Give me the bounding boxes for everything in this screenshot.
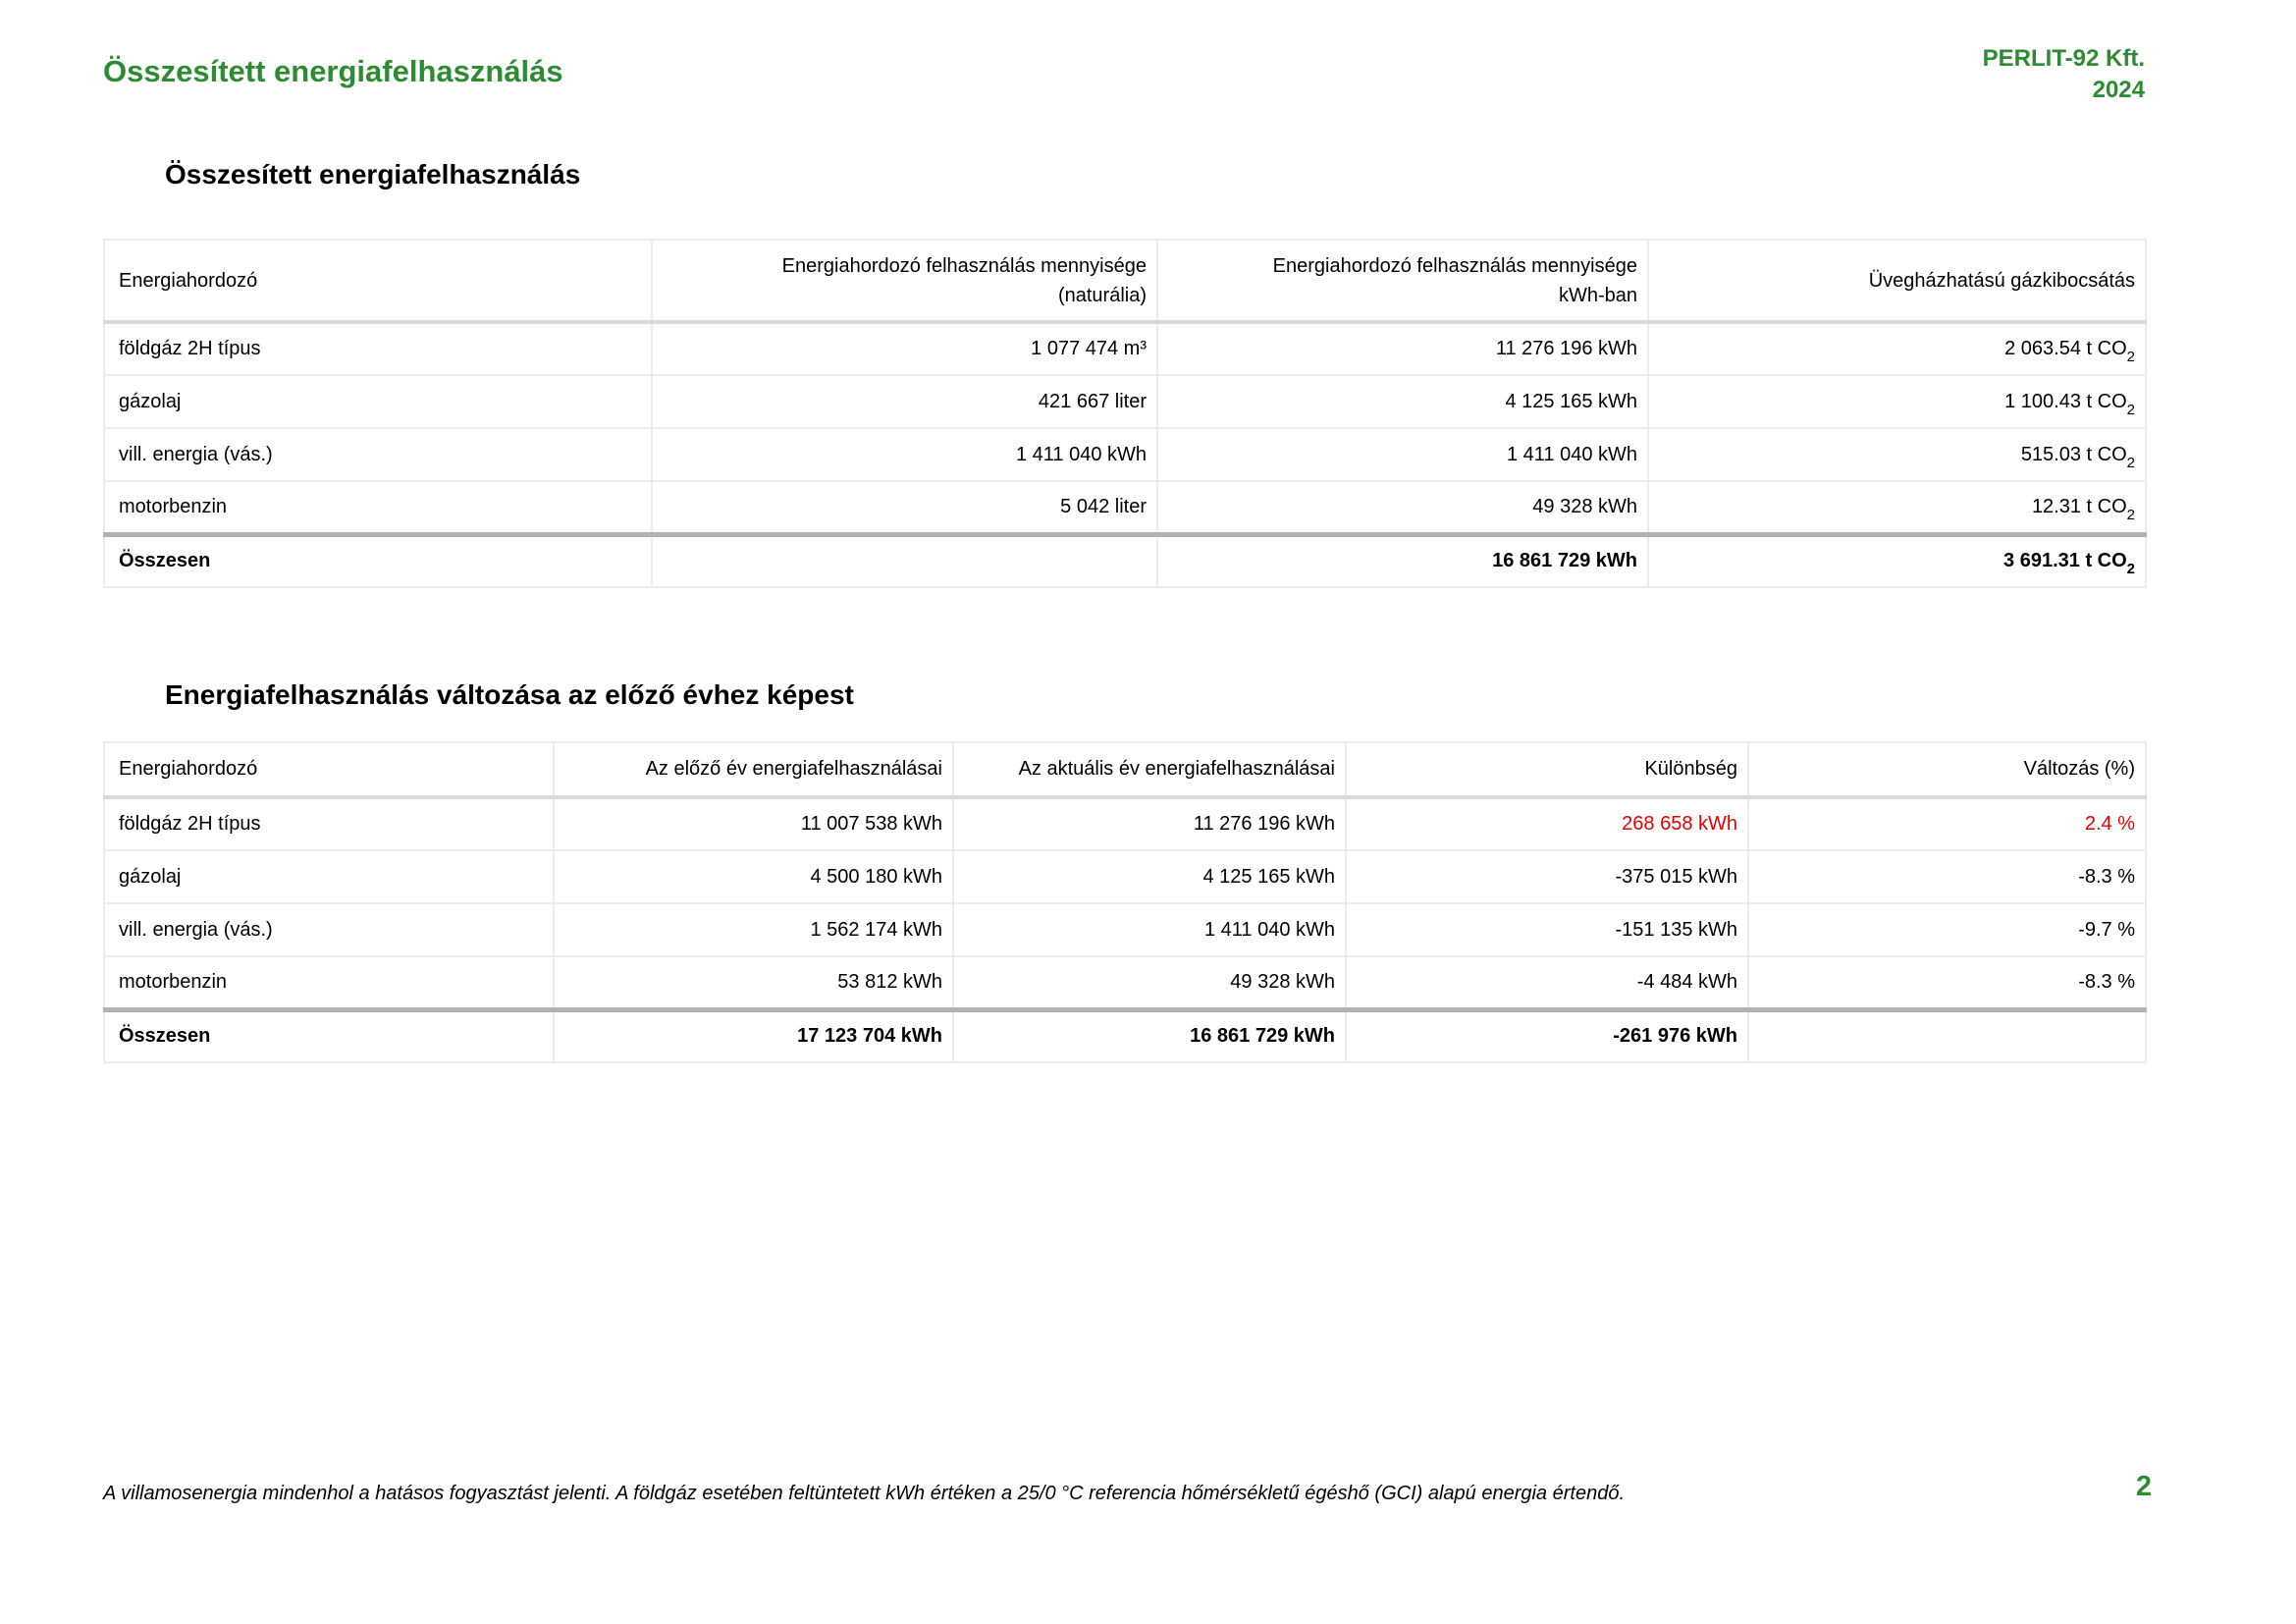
prev-year-cell: 17 123 704 kWh [554,1009,953,1062]
carrier-cell: vill. energia (vás.) [104,903,554,956]
difference-cell: -261 976 kWh [1346,1009,1748,1062]
change-percent-cell: -8.3 % [1748,956,2146,1009]
col-header-ghg-emission [1648,240,2146,322]
current-year-cell: 11 276 196 kWh [953,797,1346,850]
col-header-carrier-label: Energiahordozó [119,269,258,292]
natural-quantity-cell [652,534,1157,587]
current-year-cell: 16 861 729 kWh [953,1009,1346,1062]
kwh-cell: 11 276 196 kWh [1157,322,1648,375]
natural-quantity-cell: 5 042 liter [652,481,1157,534]
current-year-cell: 49 328 kWh [953,956,1346,1009]
col-header-prev-year: Az előző év energiafelhasználásai [554,742,953,797]
change-percent-cell: -9.7 % [1748,903,2146,956]
table-row [104,481,2146,534]
change-percent-cell: 2.4 % [1748,797,2146,850]
carrier-cell: vill. energia (vás.) [104,428,652,481]
kwh-cell: 49 328 kWh [1157,481,1648,534]
col-header-kwh-quantity [1157,240,1648,322]
ghg-cell [1648,481,2146,534]
carrier-cell: motorbenzin [104,956,554,1009]
carrier-cell: földgáz 2H típus [104,797,554,850]
footer-note: A villamosenergia mindenhol a hatásos fogyasztást jelenti. A földgáz esetében feltüntetett kWh értéken a 25/0 °C referencia hőmérsékletű égéshő (GCI) alapú energia értendő. [103,1483,1625,1504]
col-header-natural-line1: Energiahordozó felhasználás mennyisége [781,254,1147,277]
current-year-cell: 1 411 040 kWh [953,903,1346,956]
natural-quantity-cell: 1 411 040 kWh [652,428,1157,481]
table-row [104,375,2146,428]
ghg-value: 12.31 t CO [2031,495,2127,517]
prev-year-cell: 53 812 kWh [554,956,953,1009]
col-header-natural-quantity [652,240,1157,322]
current-year-cell: 4 125 165 kWh [953,850,1346,903]
change-total-row [104,1009,2146,1062]
total-label-cell: Összesen [104,1009,554,1062]
co2-subscript: 2 [2126,454,2135,471]
ghg-cell [1648,375,2146,428]
natural-quantity-cell: 1 077 474 m³ [652,322,1157,375]
document-title: Összesített energiafelhasználás [103,54,563,88]
difference-cell: -375 015 kWh [1346,850,1748,903]
co2-subscript: 2 [2126,561,2135,578]
carrier-cell: földgáz 2H típus [104,322,652,375]
summary-header-row [104,240,2146,322]
header-right [1983,43,2145,106]
page-number: 2 [2135,1471,2152,1502]
natural-quantity-cell: 421 667 liter [652,375,1157,428]
change-percent-cell: -8.3 % [1748,850,2146,903]
summary-table [103,239,2147,588]
change-percent-cell [1748,1009,2146,1062]
col-header-ghg-label: Üvegházhatású gázkibocsátás [1868,269,2135,292]
ghg-value: 515.03 t CO [2020,443,2127,465]
summary-total-row [104,534,2146,587]
kwh-cell: 4 125 165 kWh [1157,375,1648,428]
prev-year-cell: 4 500 180 kWh [554,850,953,903]
change-section-heading: Energiafelhasználás változása az előző évhez képest [165,679,854,710]
col-header-difference: Különbség [1346,742,1748,797]
co2-subscript: 2 [2126,349,2135,365]
summary-section-heading: Összesített energiafelhasználás [165,159,581,189]
table-row [104,850,2146,903]
carrier-cell: gázolaj [104,850,554,903]
prev-year-cell: 11 007 538 kWh [554,797,953,850]
ghg-value: 1 100.43 t CO [2004,390,2127,412]
ghg-cell [1648,534,2146,587]
co2-subscript: 2 [2126,401,2135,418]
change-table [103,741,2147,1063]
carrier-cell: gázolaj [104,375,652,428]
table-row [104,428,2146,481]
company-name: PERLIT-92 Kft. [1982,45,2145,72]
table-row [104,903,2146,956]
change-header-row [104,742,2146,797]
col-header-kwh-line2: kWh-ban [1558,284,1637,306]
col-header-natural-line2: (naturália) [1057,284,1147,306]
total-label-cell: Összesen [104,534,652,587]
carrier-cell: motorbenzin [104,481,652,534]
table-row [104,956,2146,1009]
kwh-cell: 1 411 040 kWh [1157,428,1648,481]
kwh-cell: 16 861 729 kWh [1157,534,1648,587]
ghg-cell [1648,322,2146,375]
col-header-carrier: Energiahordozó [104,742,554,797]
col-header-current-year: Az aktuális év energiafelhasználásai [953,742,1346,797]
table-row [104,797,2146,850]
co2-subscript: 2 [2126,506,2135,523]
difference-cell: -4 484 kWh [1346,956,1748,1009]
col-header-kwh-line1: Energiahordozó felhasználás mennyisége [1272,254,1637,277]
col-header-carrier [104,240,652,322]
col-header-change-percent: Változás (%) [1748,742,2146,797]
report-year: 2024 [2092,77,2145,103]
table-row [104,322,2146,375]
ghg-value: 2 063.54 t CO [2004,338,2127,359]
ghg-value: 3 691.31 t CO [2003,550,2127,572]
difference-cell: 268 658 kWh [1346,797,1748,850]
prev-year-cell: 1 562 174 kWh [554,903,953,956]
ghg-cell [1648,428,2146,481]
difference-cell: -151 135 kWh [1346,903,1748,956]
